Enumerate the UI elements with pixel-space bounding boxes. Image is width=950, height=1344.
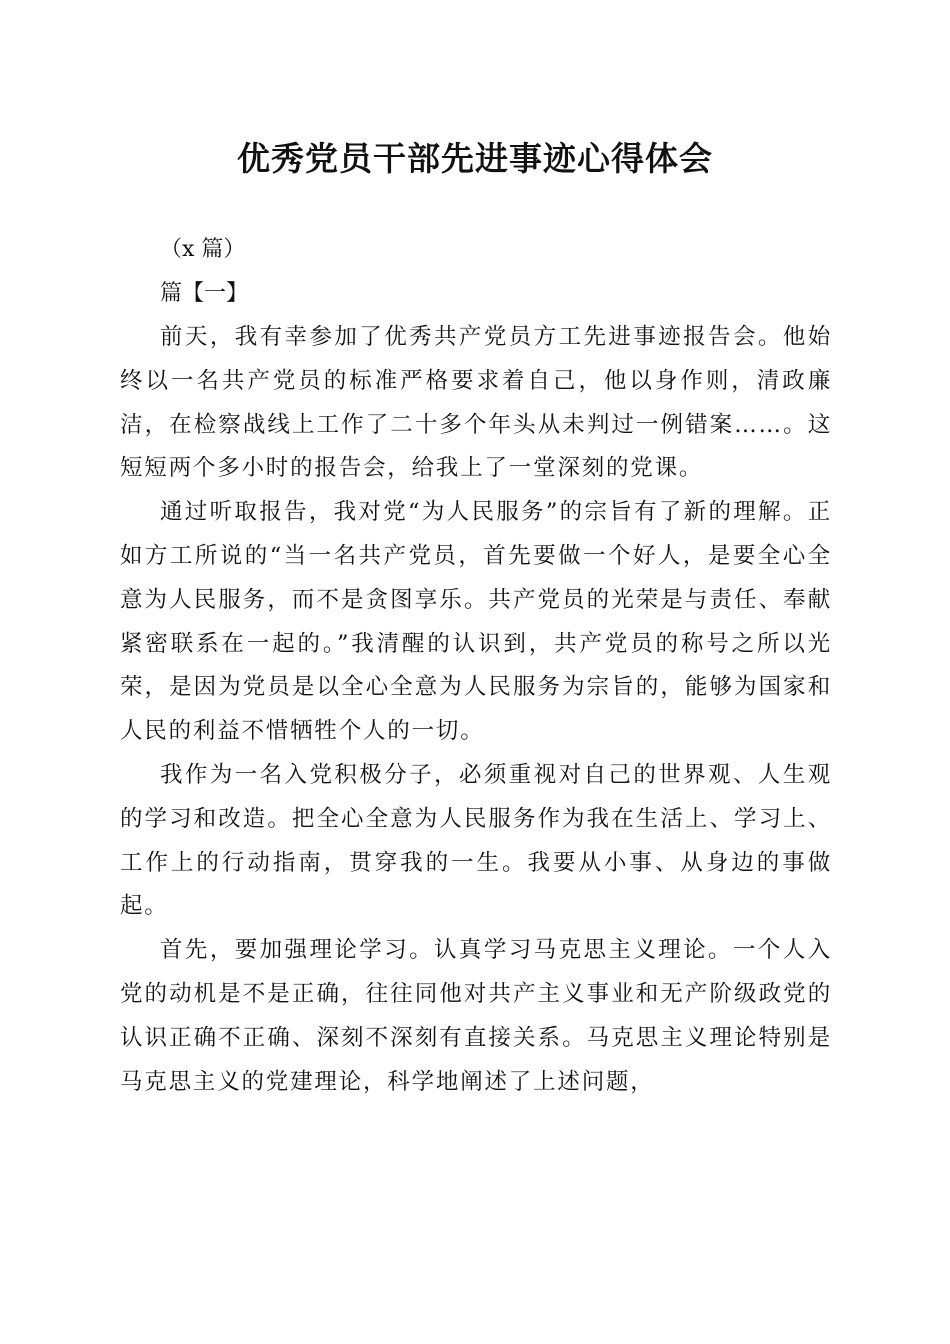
section-label: 篇【一】	[160, 281, 249, 306]
paragraph-3: 我作为一名入党积极分子，必须重视对自己的世界观、人生观的学习和改造。把全心全意为人民服务作为我在生活上、学习上、工作上的行动指南，贯穿我的一生。我要从小事、从身边的事做起。	[120, 761, 832, 920]
paragraph-4: 首先，要加强理论学习。认真学习马克思主义理论。一个人入党的动机是不是正确，往往同他对共产主义事业和无产阶级政党的认识正确不正确、深刻不深刻有直接关系。马克思主义理论特别是马克思主义的党建理论，科学地阐述了上述问题，	[120, 937, 832, 1095]
paragraph-1: 前天，我有幸参加了优秀共产党员方工先进事迹报告会。他始终以一名共产党员的标准严格要求着自己，他以身作则，清政廉洁，在检察战线上工作了二十多个年头从未判过一例错案……。这短短两个多小时的报告会，给我上了一堂深刻的党课。	[120, 324, 832, 482]
document-subtitle: （x 篇）	[160, 237, 246, 262]
paragraph-2: 通过听取报告，我对党“为人民服务”的宗旨有了新的理解。正如方工所说的“当一名共产党员，首先要做一个好人，是要全心全意为人民服务，而不是贪图享乐。共产党员的光荣是与责任、奉献紧密联系在一起的。”我清醒的认识到，共产党员的称号之所以光荣，是因为党员是以全心全意为人民服务为宗旨的，能够为国家和人民的利益不惜牺牲个人的一切。	[120, 499, 832, 745]
document-body	[120, 228, 832, 1104]
document-title: 优秀党员干部先进事迹心得体会	[237, 139, 713, 178]
